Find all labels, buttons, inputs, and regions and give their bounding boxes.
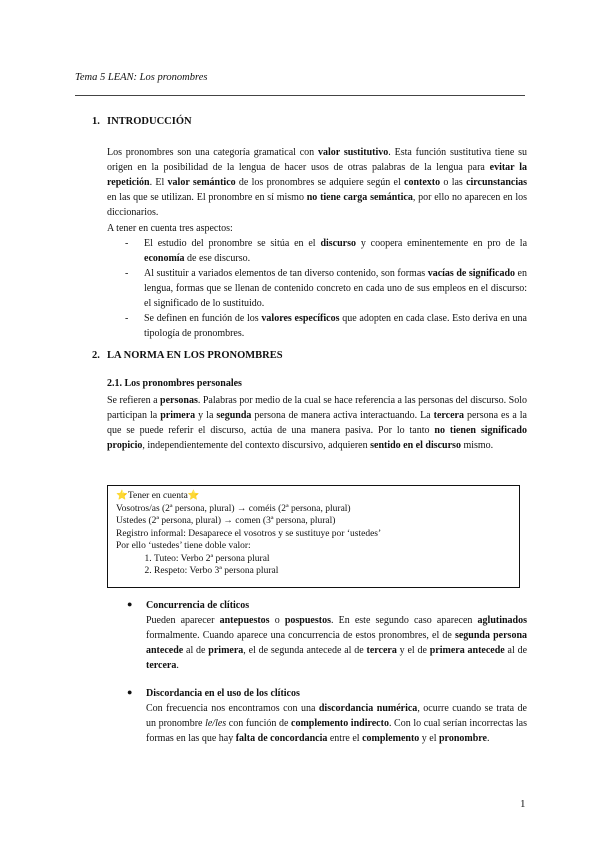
text-run: persona es a la que se puede referir el discurso, actúa de una manera pasiva. Por lo tanto — [107, 410, 527, 436]
dash-marker: - — [125, 268, 129, 279]
text-run: Pueden aparecer — [146, 615, 220, 626]
intro-dash-list — [107, 236, 527, 341]
text-run: Se refieren a — [107, 395, 161, 406]
text-run: con función de — [226, 718, 291, 729]
text-run: y la — [195, 410, 217, 421]
bullet-body — [146, 701, 527, 746]
emphasis: circunstancias — [466, 177, 528, 188]
emphasis: contexto — [404, 177, 441, 188]
emphasis: complemento indirecto — [291, 718, 389, 729]
text-run: Se definen en función de los — [144, 313, 262, 324]
text-run: de los pronombres se adquiere según el — [235, 177, 405, 188]
bullet-dot-icon: ● — [127, 599, 133, 609]
section-number: 2. — [92, 350, 100, 361]
emphasis: primera antecede — [429, 645, 505, 656]
text-run: formalmente. Cuando aparece una concurrencia de estos pronombres, el de — [146, 630, 455, 641]
text-run: , independientemente del contexto discursivo, adquieren — [142, 440, 371, 451]
bullet-block-discordancia — [107, 686, 527, 746]
text-run: al de — [504, 645, 528, 656]
text-run: persona de manera activa interactuando. La — [251, 410, 434, 421]
text-run: que adopten en cada clase. Esto deriva en una tipología de pronombres. — [144, 313, 527, 339]
text-run: en las que se utilizan. El pronombre en sí mismo — [107, 192, 307, 203]
intro-paragraph — [107, 145, 527, 220]
section-title: LA NORMA EN LOS PRONOMBRES — [107, 350, 283, 361]
emphasis: segunda persona antecede — [146, 630, 528, 656]
section-number: 1. — [92, 116, 100, 127]
emphasis: pospuestos — [284, 615, 331, 626]
personales-paragraph — [107, 393, 527, 453]
star-icon: ⭐ — [116, 491, 128, 501]
section-heading-introduccion — [92, 116, 192, 127]
emphasis: aglutinados — [477, 615, 528, 626]
emphasis: sentido en el discurso — [370, 440, 461, 451]
list-item — [107, 311, 527, 341]
text-run: entre el — [327, 733, 363, 744]
emphasis: tercera — [366, 645, 397, 656]
emphasis: complemento — [362, 733, 420, 744]
intro-lead: A tener en cuenta tres aspectos: — [107, 223, 233, 234]
note-line: Vosotros/as (2ª persona, plural) → coméis (2ª persona, plural) — [116, 503, 351, 514]
bullet-body — [146, 613, 527, 673]
text-run: , por ello no aparecen en los diccionarios. — [107, 192, 527, 218]
text-run: mismo. — [460, 440, 494, 451]
text-run: . El — [149, 177, 168, 188]
text-run: , ocurre cuando se trata de un pronombre — [146, 703, 527, 729]
emphasis: valores específicos — [261, 313, 340, 324]
dash-marker: - — [125, 238, 129, 249]
text-run: en lengua, formas que se llenan de contenido concreto en cada uno de sus empleos en el discurso: el significado de lo sustituido. — [144, 268, 527, 309]
emphasis: primera — [208, 645, 244, 656]
emphasis: discurso — [320, 238, 356, 249]
list-item: 2. Respeto: Verbo 3ª persona plural — [154, 565, 511, 578]
text-run: . — [486, 733, 490, 744]
emphasis: no tiene carga semántica — [306, 192, 413, 203]
bullet-title: Discordancia en el uso de los clíticos — [146, 688, 300, 699]
emphasis: personas — [160, 395, 198, 406]
emphasis: no tienen significado propicio — [107, 425, 527, 451]
emphasis: tercera — [433, 410, 464, 421]
text-run: o — [269, 615, 285, 626]
text-run: y el — [419, 733, 439, 744]
emphasis: vacías de significado — [427, 268, 516, 279]
bullet-dot-icon: ● — [127, 687, 133, 697]
running-header: Tema 5 LEAN: Los pronombres — [75, 72, 208, 83]
text-run: y el de — [396, 645, 430, 656]
bullet-title: Concurrencia de clíticos — [146, 600, 250, 611]
text-run: . Con lo cual serían incorrectas las formas en las que hay — [146, 718, 527, 744]
text-run: de ese discurso. — [184, 253, 251, 264]
emphasis: segunda — [216, 410, 252, 421]
emphasis: economía — [144, 253, 185, 264]
emphasis: valor sustitutivo — [318, 147, 389, 158]
text-run: Con frecuencia nos encontramos con una — [146, 703, 319, 714]
note-title-text: Tener en cuenta — [127, 491, 188, 501]
page-number: 1 — [520, 798, 526, 810]
note-box — [107, 485, 520, 588]
text-run: Los pronombres son una categoría gramatical con — [107, 147, 318, 158]
note-box-title — [116, 490, 511, 503]
emphasis: antepuestos — [219, 615, 270, 626]
text-run: . En este segundo caso aparecen — [330, 615, 478, 626]
emphasis: tercera — [146, 660, 177, 671]
section-heading-norma — [92, 350, 283, 361]
note-line: Ustedes (2ª persona, plural) → comen (3ª persona, plural) — [116, 516, 336, 526]
text-run: y coopera eminentemente en pro de la — [356, 238, 528, 249]
subsection-heading-personales: 2.1. Los pronombres personales — [107, 378, 242, 389]
text-run: , el de segunda antecede al de — [243, 645, 367, 656]
dash-marker: - — [125, 313, 129, 324]
list-item: 1. Tuteo: Verbo 2ª persona plural — [154, 553, 511, 566]
emphasis: valor semántico — [167, 177, 236, 188]
text-run: . Esta función sustitutiva tiene su origen en la posibilidad de la lengua de hacer usos de otras palabras de la lengua para — [107, 147, 528, 173]
note-line: Por ello ‘ustedes’ tiene doble valor: — [116, 541, 251, 551]
star-icon: ⭐ — [187, 491, 200, 501]
emphasis: primera — [160, 410, 196, 421]
emphasis: discordancia numérica — [318, 703, 418, 714]
emphasis: falta de concordancia — [235, 733, 328, 744]
header-rule — [75, 95, 525, 96]
bullet-block-concurrencia — [107, 598, 527, 673]
text-run: El estudio del pronombre se sitúa en el — [144, 238, 321, 249]
note-line: Registro informal: Desaparece el vosotros y se sustituye por ‘ustedes’ — [116, 528, 382, 539]
text-run: Al sustituir a variados elementos de tan diverso contenido, son formas — [144, 268, 428, 279]
list-item — [107, 236, 527, 266]
italic-term: le/les — [205, 718, 227, 729]
note-numbered-list — [116, 553, 511, 578]
text-run: o las — [440, 177, 467, 188]
text-run: al de — [183, 645, 209, 656]
section-title: INTRODUCCIÓN — [107, 116, 192, 127]
text-run: . Palabras por medio de la cual se hace referencia a las personas del discurso. Solo participan la — [107, 395, 527, 421]
emphasis: pronombre — [439, 733, 487, 744]
list-item — [107, 266, 527, 311]
emphasis: evitar la repetición — [107, 162, 527, 188]
text-run: . — [176, 660, 179, 671]
